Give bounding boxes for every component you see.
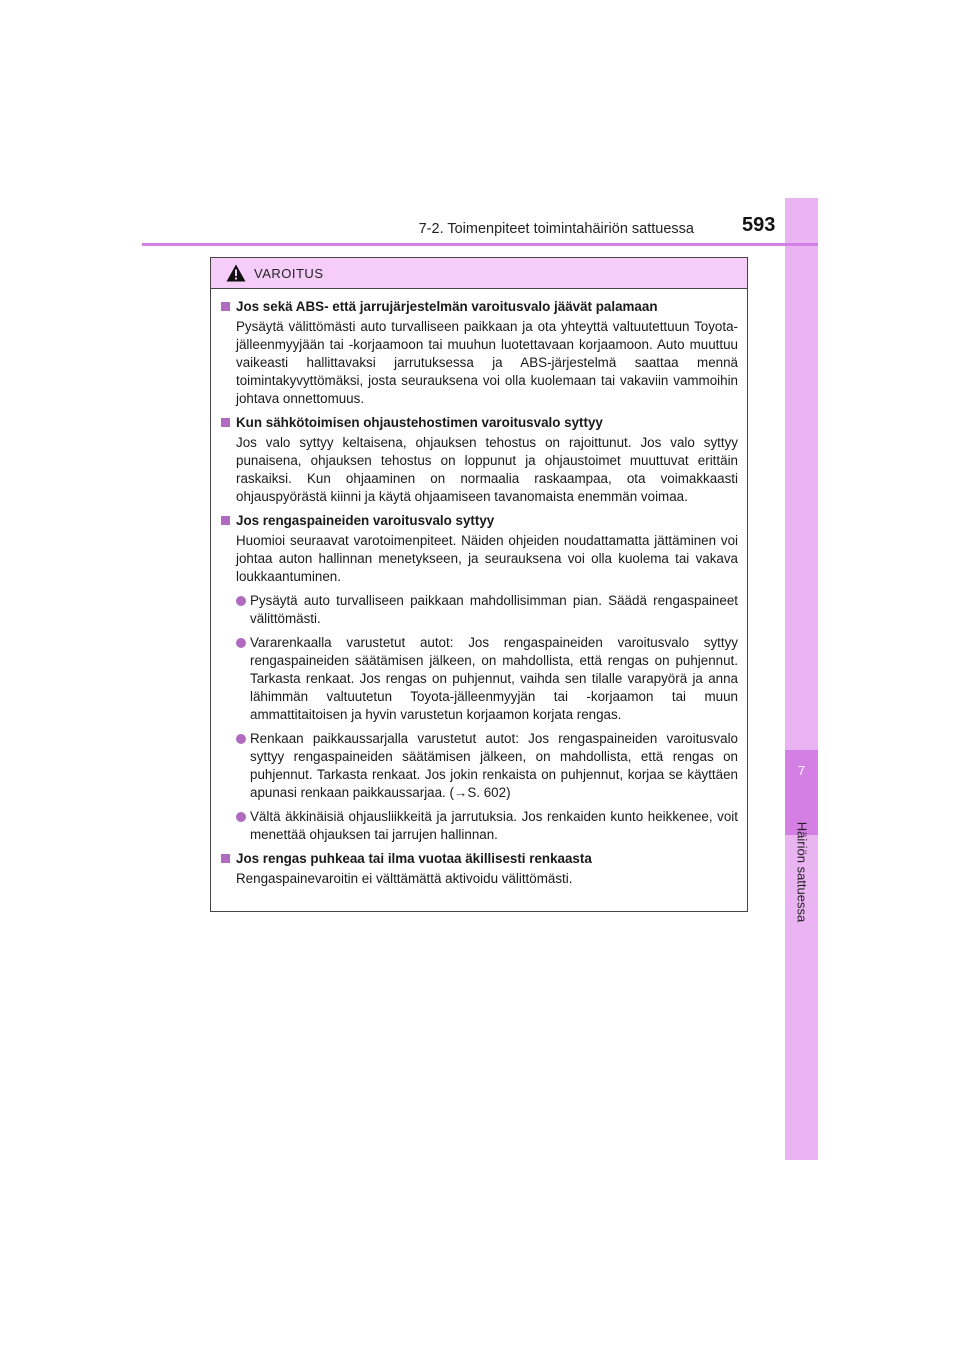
section-text: Huomioi seuraavat varotoimenpiteet. Näiden ohjeiden noudattamatta jättäminen voi johtaa auton hallinnan menetykseen, ja seurauksena voi olla kuolema tai vakava loukkaantuminen. (236, 533, 738, 584)
section-heading-text: Jos rengas puhkeaa tai ilma vuotaa äkillisesti renkaasta (236, 851, 592, 866)
square-bullet-icon (221, 516, 230, 525)
list-item-text: Vararenkaalla varustetut autot: Jos rengaspaineiden varoitusvalo syttyy rengaspaineiden säätämisen jälkeen, on mahdollista, että rengas on puhjennut. Tarkasta renkaat. Jos rengas on puhjennut, vaihda sen tilalle varapyörä ja anna lähimmän valtuutetun Toyota-jälleenmyyjän tai -korjaamon tai muun ammattitaitoisen ja hyvin varustetun korjaamon korjata rengas. (250, 635, 738, 722)
list-item (236, 634, 738, 724)
section-text: Rengaspainevaroitin ei välttämättä aktivoidu välittömästi. (236, 871, 573, 886)
warning-section (220, 850, 738, 888)
page-number: 593 (742, 214, 776, 236)
chapter-side-tab (785, 198, 818, 1160)
square-bullet-icon (221, 302, 230, 311)
section-heading (220, 512, 738, 530)
square-bullet-icon (221, 418, 230, 427)
list-item (236, 592, 738, 628)
section-header-title: 7-2. Toimenpiteet toimintahäiriön sattuessa (418, 221, 694, 237)
section-heading-text: Jos sekä ABS- että jarrujärjestelmän varoitusvalo jäävät palamaan (236, 299, 658, 314)
warning-title: VAROITUS (254, 265, 324, 281)
list-item-text: Renkaan paikkaussarjalla varustetut autot: Jos rengaspaineiden varoitusvalo syttyy rengaspaineiden säätämisen jälkeen, on mahdollista, että rengas on puhjennut. Tarkasta renkaat. Jos jokin renkaista on puhjennut, korjaa se käyttäen apunasi renkaan paikkaussarjaa. (→S. 602) (250, 731, 738, 800)
header-rule (142, 243, 818, 246)
warning-section (220, 298, 738, 408)
section-heading-text: Jos rengaspaineiden varoitusvalo syttyy (236, 513, 495, 528)
warning-header (211, 258, 747, 289)
list-item-text: Pysäytä auto turvalliseen paikkaan mahdollisimman pian. Säädä rengaspaineet välittömästi. (250, 593, 738, 626)
round-bullet-icon (236, 596, 246, 606)
square-bullet-icon (221, 854, 230, 863)
warning-body (211, 289, 747, 888)
section-heading (220, 850, 738, 868)
section-text: Pysäytä välittömästi auto turvalliseen paikkaan ja ota yhteyttä valtuutettuun Toyota-jälleenmyyjään tai -korjaamoon tai muuhun luotettavaan korjaamoon. Auto muuttuu vaikeasti hallittavaksi jarrutuksessa ja ABS-järjestelmä saattaa mennä toimintakyvyttömäksi, josta seurauksena voi olla kuolemaan tai vakaviin vammoihin johtava onnettomuus. (236, 319, 738, 406)
round-bullet-icon (236, 812, 246, 822)
round-bullet-icon (236, 734, 246, 744)
chapter-number: 7 (797, 763, 806, 778)
list-item (236, 808, 738, 844)
warning-triangle-icon (226, 264, 246, 282)
list-item-text: Vältä äkkinäisiä ohjausliikkeitä ja jarrutuksia. Jos renkaiden kunto heikkenee, voit menettää ohjauksen tai jarrujen hallinnan. (250, 809, 738, 842)
warning-section (220, 414, 738, 506)
warning-box (210, 257, 748, 912)
section-text: Jos valo syttyy keltaisena, ohjauksen tehostus on rajoittunut. Jos valo syttyy punaisena, ohjauksen tehostus on loppunut ja ohjaustoimet muuttuvat erittäin raskaiksi. Kun ohjaaminen on normaalia raskaampaa, ota voimakkaasti ohjauspyörästä kiinni ja käytä ohjaamiseen tavanomaista enemmän voimaa. (236, 435, 738, 504)
list-item (236, 730, 738, 802)
chapter-label: Häiriön sattuessa (794, 821, 810, 923)
section-heading (220, 414, 738, 432)
round-bullet-icon (236, 638, 246, 648)
warning-section (220, 512, 738, 844)
section-heading (220, 298, 738, 316)
section-heading-text: Kun sähkötoimisen ohjaustehostimen varoitusvalo syttyy (236, 415, 603, 430)
